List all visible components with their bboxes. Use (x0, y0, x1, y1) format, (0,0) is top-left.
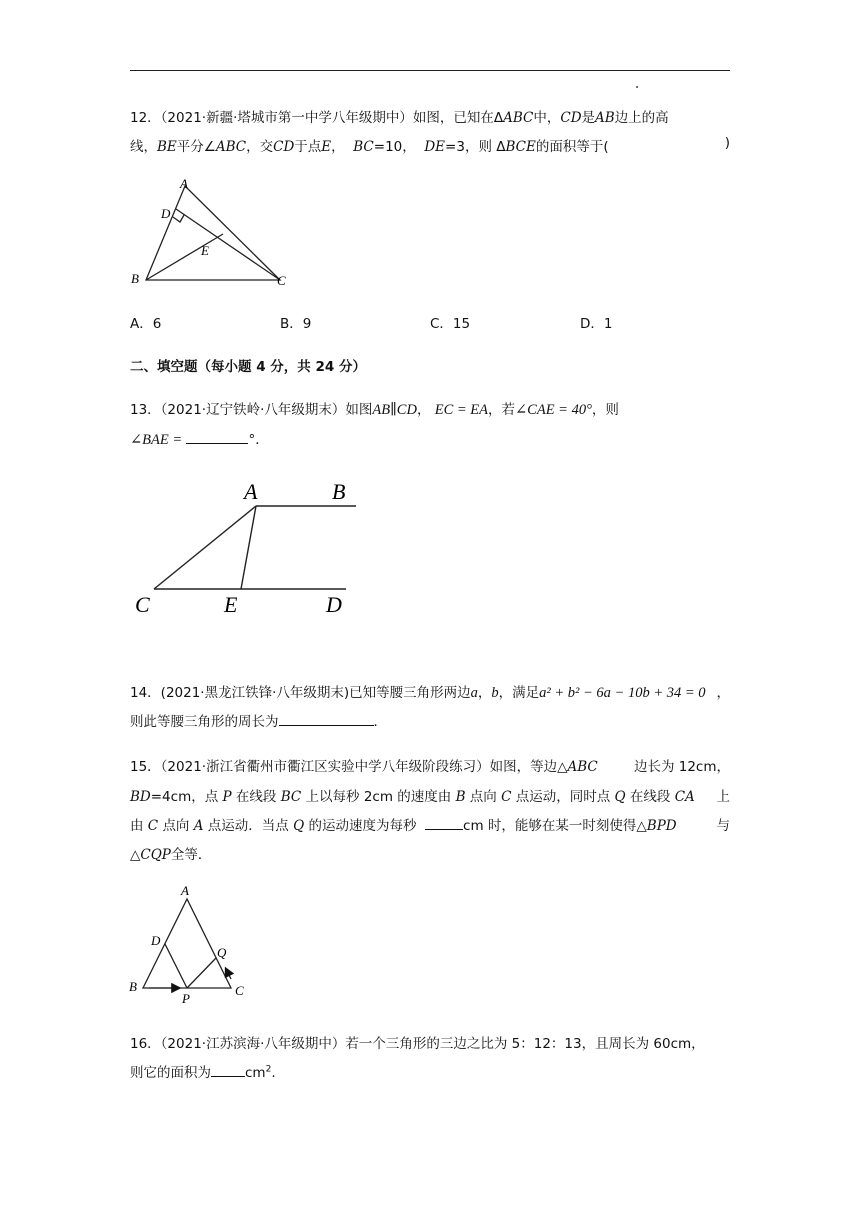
q12-answer-paren-close: ) (724, 135, 730, 151)
q15-label-c: C (235, 983, 244, 998)
q13-label-b: B (332, 479, 346, 504)
q16-line2: 则它的面积为 $cm^2$. (130, 1064, 276, 1081)
section-heading: 二、填空题（每小题 4 分，共 24 分） (130, 359, 366, 375)
q12-label-d: D (161, 206, 171, 221)
q13-label-d: D (326, 592, 342, 617)
q15-label-b: B (129, 979, 137, 994)
q12-line1: 12．（2021·新疆·塔城市第一中学八年级期中）如图，已知在ΔABC中，CD是AB边上的高 (130, 110, 669, 126)
q15-label-p: P (182, 991, 190, 1006)
q15-line3: 由 C 点向 A 点运动．当点 Q 的运动速度为每秒 cm 时，能够在某一时刻使得△BPD 与 (130, 818, 730, 834)
q15-label-d: D (151, 933, 161, 948)
q13-label-a: A (244, 479, 258, 504)
q13-label-e: E (224, 592, 238, 617)
q12-line2: 线，BE平分∠ABC，交CD于点E， BC=10， DE=3，则 ΔBCE的面积等于( ) (130, 135, 730, 155)
q15-label-a: A (181, 883, 189, 898)
q12-label-a: A (180, 176, 188, 191)
q15-label-q: Q (217, 945, 227, 960)
q13-line1: 13．（2021·辽宁铁岭·八年级期末）如图AB∥CD， EC = EA，若∠CAE = 40°，则 (130, 402, 619, 418)
q12-label-c: C (277, 273, 286, 288)
q13-answer-blank[interactable] (186, 430, 248, 444)
q16-answer-blank[interactable] (211, 1063, 245, 1077)
q13-line2: ∠BAE = °． (130, 432, 269, 448)
q15-figure (125, 875, 265, 1010)
q12-label-b: B (131, 271, 139, 286)
q14-line1: 14．(2021·黑龙江铁锋·八年级期末)已知等腰三角形两边a，b，满足a² + b² − 6a − 10b + 34 = 0 ， (130, 685, 730, 701)
q15-line4: △CQP全等． (130, 847, 212, 863)
q12-label-e: E (201, 243, 209, 258)
q14-line2: 则此等腰三角形的周长为 ． (130, 714, 387, 730)
q15-answer-blank[interactable] (425, 816, 463, 830)
q12-option-d[interactable]: D．1 (580, 316, 613, 332)
q14-answer-blank[interactable] (279, 712, 374, 726)
q16-line1: 16．（2021·江苏滨海·八年级期中）若一个三角形的三边之比为 5：12：13，且周长为 60cm， (130, 1036, 705, 1052)
q12-option-a[interactable]: A．6 (130, 316, 162, 332)
q15-line1: 15．（2021·浙江省衢州市衢江区实验中学八年级阶段练习）如图，等边△ABC 边长为 12cm， (130, 759, 730, 775)
header-dot (636, 86, 638, 88)
q12-option-b[interactable]: B．9 (280, 316, 312, 332)
header-rule (130, 70, 730, 71)
q15-line2: BD=4cm，点 P 在线段 BC 上以每秒 2cm 的速度由 B 点向 C 点运动，同时点 Q 在线段 CA 上 (130, 789, 730, 805)
q12-figure (125, 170, 305, 295)
q13-figure (130, 475, 370, 625)
q13-label-c: C (135, 592, 150, 617)
q12-option-c[interactable]: C．15 (430, 316, 471, 332)
